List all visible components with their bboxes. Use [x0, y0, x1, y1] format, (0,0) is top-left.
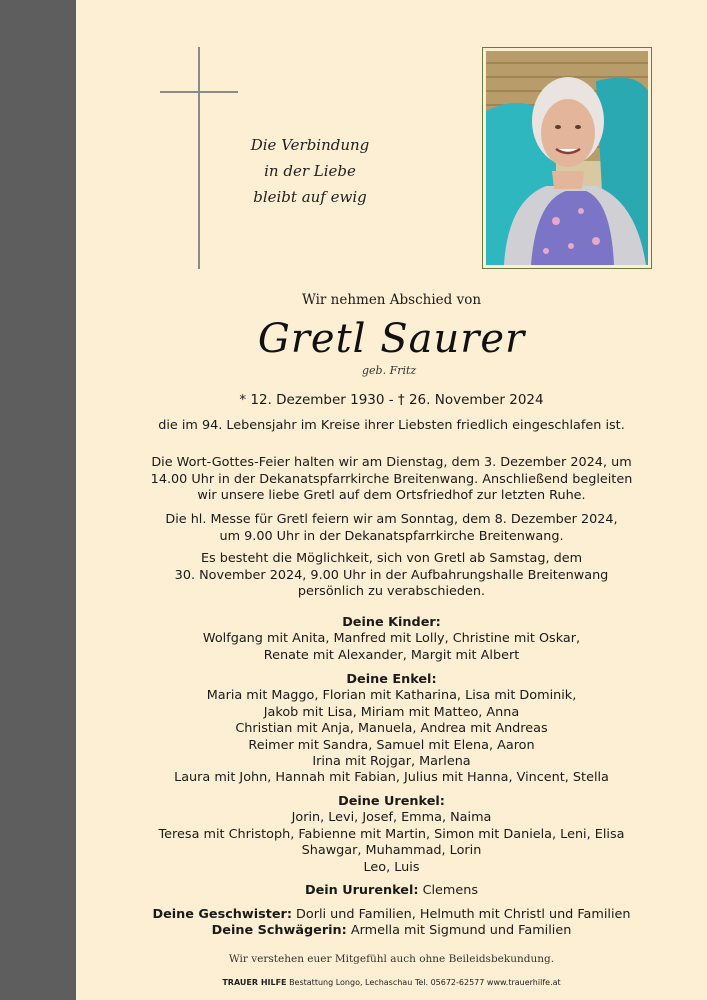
cross-horizontal-bar [160, 91, 238, 93]
portrait-photo [486, 51, 648, 265]
great-grandchildren-line: Teresa mit Christoph, Fabienne mit Martin, Simon mit Daniela, Leni, Elisa [158, 826, 625, 842]
grandchildren-line: Laura mit John, Hannah mit Fabian, Julius mit Hanna, Vincent, Stella [174, 770, 609, 786]
grandchildren-line: Reimer mit Sandra, Samuel mit Elena, Aaron [248, 737, 535, 753]
siblings-heading: Deine Geschwister: [152, 907, 292, 922]
siblings-section [76, 907, 707, 940]
motto-line-2: in der Liebe [264, 162, 356, 180]
motto-line-3: bleibt auf ewig [253, 188, 367, 206]
great-great-grandchild-heading: Dein Ururenkel: [304, 883, 419, 898]
farewell-intro: Wir nehmen Abschied von [301, 292, 482, 308]
mass-line-2: um 9.00 Uhr in der Dekanatspfarrkirche Breitenwang. [219, 528, 564, 544]
footer [76, 978, 707, 987]
ceremony-line-1: Die Wort-Gottes-Feier halten wir am Dienstag, dem 3. Dezember 2024, um [151, 455, 632, 470]
siblings-text: Dorli und Familien, Helmuth mit Christl und Familien [296, 907, 631, 922]
intro-text [76, 418, 707, 435]
grandchildren-heading: Deine Enkel: [346, 672, 437, 687]
life-dates: * 12. Dezember 1930 - † 26. November 2024 [239, 392, 544, 408]
viewing-line-2: 30. November 2024, 9.00 Uhr in der Aufbahrungshalle Breitenwang [174, 567, 609, 583]
children-heading: Deine Kinder: [342, 615, 441, 630]
motto-line-1: Die Verbindung [250, 136, 370, 154]
grandchildren-line: Jakob mit Lisa, Miriam mit Matteo, Anna [263, 704, 520, 720]
footer-brand: TRAUER HILFE [222, 978, 287, 987]
viewing-line-1: Es besteht die Möglichkeit, sich von Gretl ab Samstag, dem [200, 551, 583, 566]
great-grandchildren-line: Shawgar, Muhammad, Lorin [301, 843, 482, 859]
footer-text: Bestattung Longo, Lechaschau Tel. 05672-62577 www.trauerhilfe.at [289, 978, 561, 987]
condolence-note: Wir verstehen euer Mitgefühl auch ohne Beileidsbekundung. [228, 953, 555, 965]
grandchildren-line: Christian mit Anja, Manuela, Andrea mit Andreas [235, 721, 548, 737]
intro-line: die im 94. Lebensjahr im Kreise ihrer Liebsten friedlich eingeschlafen ist. [158, 418, 625, 433]
viewing-line-3: persönlich zu verabschieden. [297, 584, 486, 600]
great-great-grandchild-text: Clemens [422, 883, 479, 898]
motto [220, 132, 400, 210]
ceremony-line-3: wir unsere liebe Gretl auf dem Ortsfriedhof zur letzten Ruhe. [197, 488, 586, 504]
mass-paragraph [76, 512, 707, 545]
sister-in-law-heading: Deine Schwägerin: [211, 923, 347, 939]
children-line: Renate mit Alexander, Margit mit Albert [263, 647, 520, 663]
mass-line-1: Die hl. Messe für Gretl feiern wir am Sonntag, dem 8. Dezember 2024, [165, 512, 618, 527]
side-band [0, 0, 76, 1000]
great-grandchildren-line: Leo, Luis [363, 859, 420, 875]
portrait-illustration [486, 51, 648, 265]
great-grandchildren-line: Jorin, Levi, Josef, Emma, Naima [291, 810, 492, 826]
ceremony-line-2: 14.00 Uhr in der Dekanatspfarrkirche Breitenwang. Anschließend begleiten [150, 471, 633, 487]
great-grandchildren-section [76, 794, 707, 876]
sister-in-law-text: Armella mit Sigmund und Familien [350, 923, 572, 939]
grandchildren-section [76, 672, 707, 787]
portrait-frame [482, 47, 652, 269]
viewing-paragraph [76, 551, 707, 601]
deceased-name: Gretl Saurer [257, 316, 526, 362]
children-line: Wolfgang mit Anita, Manfred mit Lolly, Christine mit Oskar, [202, 631, 581, 647]
ceremony-paragraph [76, 455, 707, 505]
birth-name: geb. Fritz [362, 364, 417, 377]
children-section [76, 615, 707, 664]
grandchildren-line: Maria mit Maggo, Florian mit Katharina, Lisa mit Dominik, [206, 688, 577, 704]
great-great-grandchild-section [76, 883, 707, 899]
cross-vertical-bar [198, 47, 200, 269]
grandchildren-line: Irina mit Rojgar, Marlena [312, 754, 471, 770]
great-grandchildren-heading: Deine Urenkel: [338, 794, 445, 809]
